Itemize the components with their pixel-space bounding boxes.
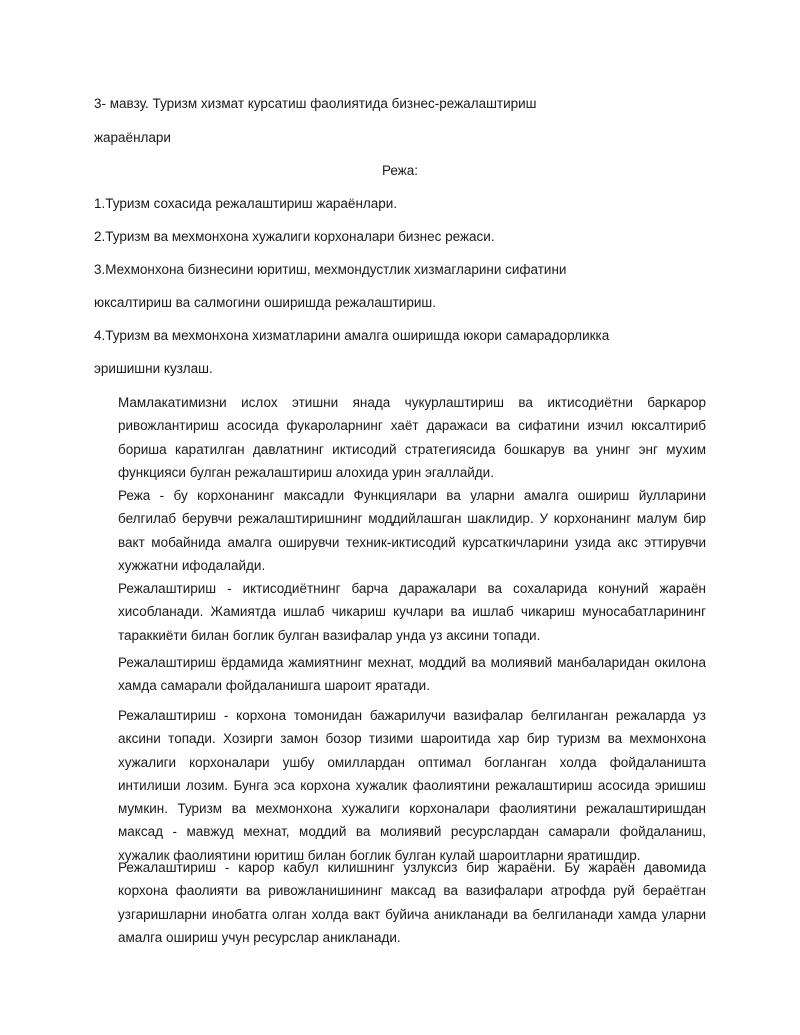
plan-item-4-continued: эришишни кузлаш. [94, 361, 213, 376]
body-paragraph-4: Режалаштириш ёрдамида жамиятнинг мехнат, моддий ва молиявий манбаларидан окилона хамда самарали фойдаланишга шароит яратади. [118, 655, 706, 694]
plan-item-3: 3.Мехмонхона бизнесини юритиш, мехмондустлик хизмагларини сифатини [94, 262, 567, 277]
body-paragraph-3: Режалаштириш - иктисодиётнинг барча даражалари ва сохаларида конуний жараён хисобланади. Жамиятда ишлаб чикариш кучлари ва ишлаб чикариш муносабатларининг тараккиёти билан боглик булган вазифалар унда уз аксини топади. [118, 581, 706, 643]
plan-heading: Режа: [381, 163, 419, 178]
body-paragraph-6: Режалаштириш - карор кабул килишнинг узлуксиз бир жараёни. Бу жараён давомида корхона фаолияти ва ривожланишининг максад ва вазифалари атрофда руй бераётган узгаришларни инобатга олган холда вакт буйича аникланади ва белгиланади хамда уларни амалга ошириш учун ресурслар аникланади. [118, 860, 706, 945]
plan-item-1: 1.Туризм сохасида режалаштириш жараёнлари. [94, 196, 398, 211]
plan-item-3-continued: юксалтириш ва салмогини оширишда режалаштириш. [94, 295, 436, 310]
plan-item-4: 4.Туризм ва мехмонхона хизматларини амалга оширишда юкори самарадорликка [94, 328, 610, 343]
body-paragraph-2: Режа - бу корхонанинг максадли Функциялари ва уларни амалга ошириш йулларини белгилаб берувчи режалаштиришнинг моддийлашган шаклидир. У корхонанинг малум бир вакт мобайнида амалга оширувчи техник-иктисодий курсаткичларини узида акс эттирувчи хужжатни ифодалайди. [118, 488, 706, 573]
body-paragraph-5: Режалаштириш - корхона томонидан бажарилучи вазифалар белгиланган режаларда уз аксини топади. Хозирги замон бозор тизими шароитида хар бир туризм ва мехмонхона хужалиги корхоналари ушбу омиллардан оптимал богланган холда фойдаланишта интилиши лозим. Бунга эса корхона хужалик фаолиятини режалаштириш асосида эришиш мумкин. Туризм ва мехмонхона хужалиги корхоналари фаолиятини режалаштиришдан максад - мавжуд мехнат, моддий ва молиявий ресурслардан самарали фойдаланиш, хужалик фаолиятини юритиш билан боглик булган кулай шароитларни яратишдир. [118, 708, 706, 863]
body-paragraph-1: Мамлакатимизни ислох этишни янада чукурлаштириш ва иктисодиётни баркарор ривожлантириш асосида фукароларнинг хаёт даражаси ва сифатини изчил юксалтириб бориша каратилган давлатнинг иктисодий стратегиясида бошкарув ва унинг энг мухим функцияси булган режалаштириш алохида урин эгаллайди. [118, 395, 706, 480]
title-line-1: 3- мавзу. Туризм хизмат курсатиш фаолиятида бизнес-режалаштириш [94, 96, 537, 111]
title-line-2: жараёнлари [94, 130, 171, 145]
plan-item-2: 2.Туризм ва мехмонхона хужалиги корхоналари бизнес режаси. [94, 229, 495, 244]
